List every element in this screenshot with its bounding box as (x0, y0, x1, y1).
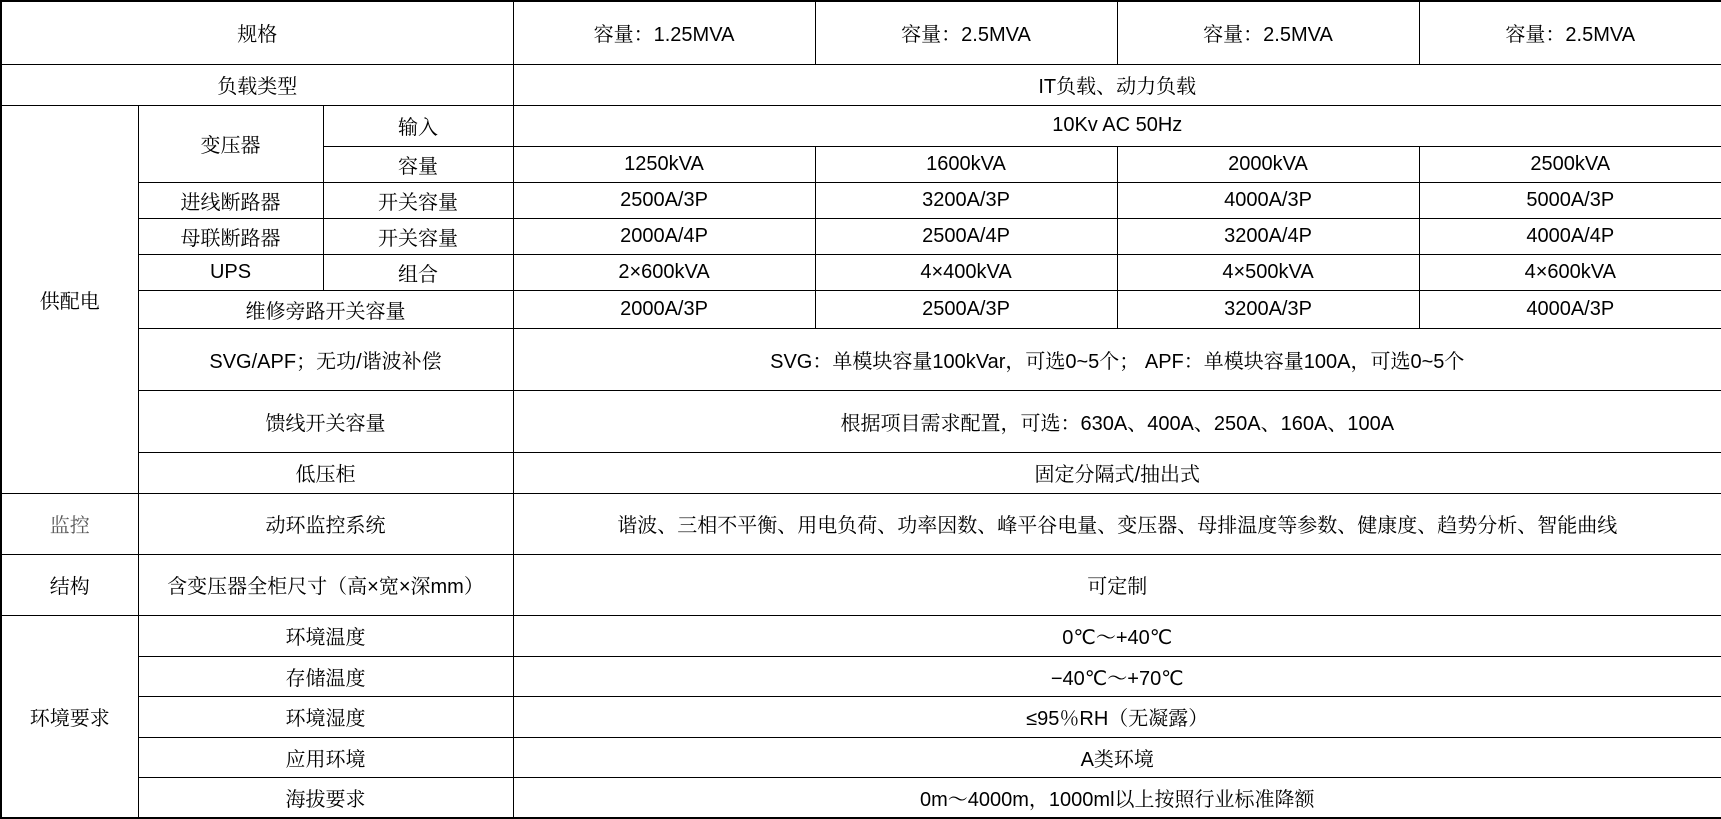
capacity-header-1: 容量：1.25MVA (513, 1, 815, 64)
monitoring-label: 动环监控系统 (138, 493, 513, 554)
load-type-value: IT负载、动力负载 (513, 64, 1721, 105)
application-env-label: 应用环境 (138, 737, 513, 777)
capacity-header-3: 容量：2.5MVA (1117, 1, 1419, 64)
ups-4: 4×600kVA (1419, 254, 1721, 290)
transformer-capacity-label: 容量 (323, 146, 513, 182)
storage-temp-label: 存储温度 (138, 656, 513, 696)
maintenance-bypass-1: 2000A/3P (513, 290, 815, 328)
incoming-breaker-3: 4000A/3P (1117, 182, 1419, 218)
tie-breaker-label: 母联断路器 (138, 218, 323, 254)
svg-apf-label: SVG/APF；无功/谐波补偿 (138, 328, 513, 390)
maintenance-bypass-4: 4000A/3P (1419, 290, 1721, 328)
transformer-capacity-1: 1250kVA (513, 146, 815, 182)
svg-apf-row (1, 328, 1721, 390)
structure-row (1, 554, 1721, 615)
tie-breaker-1: 2000A/4P (513, 218, 815, 254)
transformer-input-label: 输入 (323, 105, 513, 146)
tie-breaker-3: 3200A/4P (1117, 218, 1419, 254)
incoming-breaker-row (1, 182, 1721, 218)
power-group-label: 供配电 (1, 105, 138, 493)
transformer-capacity-4: 2500kVA (1419, 146, 1721, 182)
load-type-label: 负载类型 (1, 64, 513, 105)
tie-breaker-4: 4000A/4P (1419, 218, 1721, 254)
ups-row (1, 254, 1721, 290)
tie-breaker-row (1, 218, 1721, 254)
environment-row (1, 737, 1721, 777)
load-type-row (1, 64, 1721, 105)
capacity-header-2: 容量：2.5MVA (815, 1, 1117, 64)
storage-temp-value: −40℃～+70℃ (513, 656, 1721, 696)
tie-breaker-2: 2500A/4P (815, 218, 1117, 254)
transformer-label: 变压器 (138, 105, 323, 182)
transformer-input-value: 10Kv AC 50Hz (513, 105, 1721, 146)
feeder-row (1, 390, 1721, 452)
env-temp-value: 0℃～+40℃ (513, 615, 1721, 656)
altitude-label: 海拔要求 (138, 777, 513, 818)
transformer-capacity-3: 2000kVA (1117, 146, 1419, 182)
ups-label: UPS (138, 254, 323, 290)
transformer-input-row (1, 105, 1721, 146)
maintenance-bypass-row (1, 290, 1721, 328)
structure-group-label: 结构 (1, 554, 138, 615)
ups-spec-label: 组合 (323, 254, 513, 290)
monitoring-value: 谐波、三相不平衡、用电负荷、功率因数、峰平谷电量、变压器、母排温度等参数、健康度、趋势分析、智能曲线 (513, 493, 1721, 554)
maintenance-bypass-label: 维修旁路开关容量 (138, 290, 513, 328)
environment-row (1, 615, 1721, 656)
ups-1: 2×600kVA (513, 254, 815, 290)
structure-value: 可定制 (513, 554, 1721, 615)
structure-label: 含变压器全柜尺寸（高×宽×深mm） (138, 554, 513, 615)
incoming-breaker-1: 2500A/3P (513, 182, 815, 218)
maintenance-bypass-3: 3200A/3P (1117, 290, 1419, 328)
environment-group-label: 环境要求 (1, 615, 138, 818)
altitude-value: 0m～4000m，1000ml以上按照行业标准降额 (513, 777, 1721, 818)
incoming-breaker-4: 5000A/3P (1419, 182, 1721, 218)
spec-header-label: 规格 (1, 1, 513, 64)
application-env-value: A类环境 (513, 737, 1721, 777)
lv-cabinet-row (1, 452, 1721, 493)
lv-cabinet-label: 低压柜 (138, 452, 513, 493)
incoming-breaker-2: 3200A/3P (815, 182, 1117, 218)
lv-cabinet-value: 固定分隔式/抽出式 (513, 452, 1721, 493)
ups-3: 4×500kVA (1117, 254, 1419, 290)
monitoring-group-label: 监控 (1, 493, 138, 554)
monitoring-row (1, 493, 1721, 554)
environment-row (1, 656, 1721, 696)
capacity-header-4: 容量：2.5MVA (1419, 1, 1721, 64)
incoming-breaker-label: 进线断路器 (138, 182, 323, 218)
env-humidity-value: ≤95％RH（无凝露） (513, 696, 1721, 737)
ups-2: 4×400kVA (815, 254, 1117, 290)
header-row (1, 1, 1721, 64)
incoming-breaker-spec-label: 开关容量 (323, 182, 513, 218)
transformer-capacity-2: 1600kVA (815, 146, 1117, 182)
env-temp-label: 环境温度 (138, 615, 513, 656)
tie-breaker-spec-label: 开关容量 (323, 218, 513, 254)
environment-row (1, 777, 1721, 818)
maintenance-bypass-2: 2500A/3P (815, 290, 1117, 328)
svg-apf-value: SVG：单模块容量100kVar，可选0~5个； APF：单模块容量100A，可选0~5个 (513, 328, 1721, 390)
feeder-label: 馈线开关容量 (138, 390, 513, 452)
environment-row (1, 696, 1721, 737)
env-humidity-label: 环境湿度 (138, 696, 513, 737)
feeder-value: 根据项目需求配置，可选：630A、400A、250A、160A、100A (513, 390, 1721, 452)
